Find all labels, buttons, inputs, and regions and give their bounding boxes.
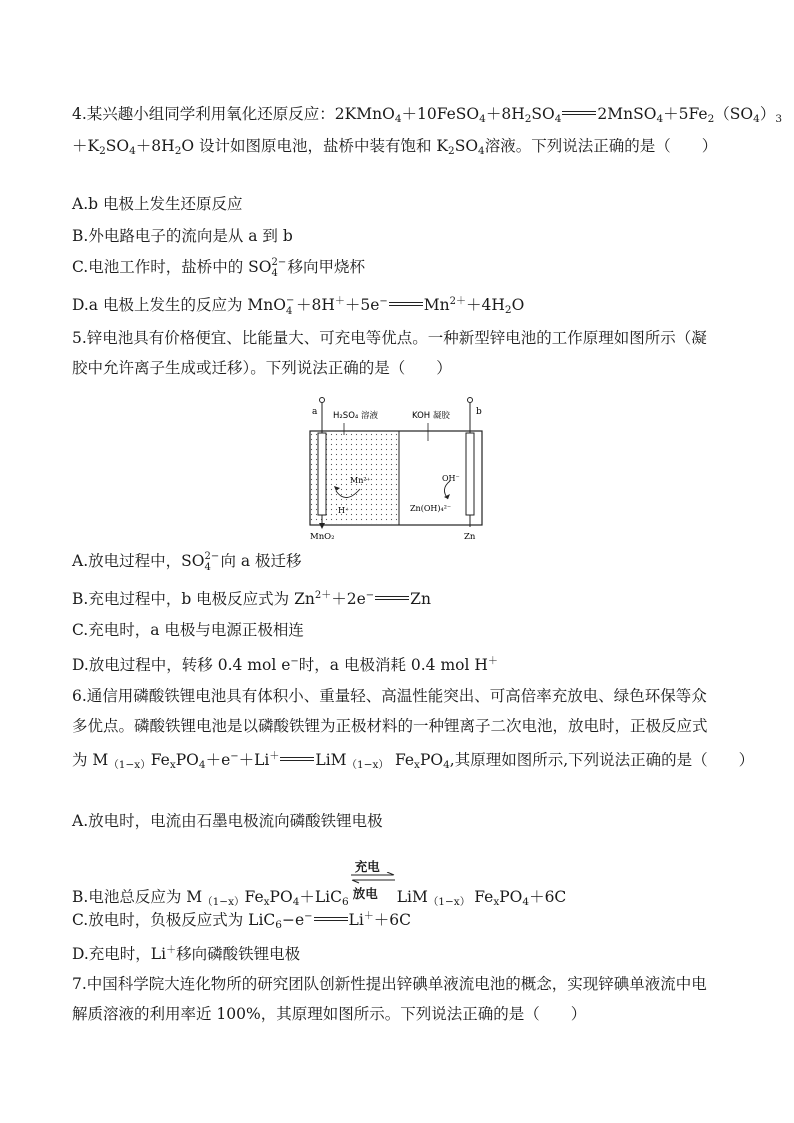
q4-option-c: C.电池工作时，盐桥中的 SO 2− 4 移向甲烧杯 bbox=[72, 257, 366, 279]
q6-stem-line3: 为 $M_{(1-x)}Fe_xPO_4+e^-+Li^+$ LiM$_{(1-x)}$ $Fe_xPO_4$,其原理如图所示,下列说法正确的是（ ） bbox=[72, 751, 755, 771]
q6-stem-line2: 多优点。磷酸铁锂电池是以磷酸铁锂为正极材料的一种锂离子二次电池，放电时，正极反应式 bbox=[72, 717, 708, 735]
reversible-arrow: 充电 放电 bbox=[349, 870, 397, 900]
label-koh: KOH 凝胶 bbox=[412, 411, 450, 421]
q4-stem-line2: $+K_2SO_4+8H_2O$ 设计如图原电池，盐桥中装有饱和 $K_2SO_4$溶液。下列说法正确的是（ ） bbox=[72, 137, 718, 157]
label-h2so4: H₂SO₄ 溶液 bbox=[333, 411, 378, 421]
label-b: b bbox=[476, 407, 482, 417]
label-oh: OH⁻ bbox=[442, 474, 460, 483]
q4-stem-line1: 4.某兴趣小组同学利用氧化还原反应：$2KMnO_4+10FeSO_4+8H_2SO_4$ $2MnSO_4+5Fe_2(SO_4)_3$ bbox=[72, 105, 783, 125]
label-h: H⁺ bbox=[338, 506, 350, 515]
equals-sign bbox=[314, 917, 348, 921]
q5-option-b: B.充电过程中，b 电极反应式为 $Zn^{2+}+2e^-$ Zn bbox=[72, 590, 431, 608]
q6-option-c: C.放电时，负极反应式为 LiC$_6$−e− Li＋＋6C bbox=[72, 911, 412, 931]
label-mn: Mn²⁺ bbox=[350, 476, 371, 485]
label-zn-oh: Zn(OH)₄²⁻ bbox=[410, 504, 452, 513]
label-mno2: MnO₂ bbox=[310, 532, 335, 541]
q6-option-a: A.放电时，电流由石墨电极流向磷酸铁锂电极 bbox=[72, 812, 383, 830]
q6-option-b: B.电池总反应为 $M_{(1-x)}Fe_xPO_4+LiC_6$ 充电 放电 LiM$_{(1-x)}$ $Fe_xPO_4+6C$ bbox=[72, 859, 567, 908]
q6-stem-line1: 6.通信用磷酸铁锂电池具有体积小、重量轻、高温性能突出、可高倍率充放电、绿色环保等众 bbox=[72, 687, 707, 705]
q5-option-a: A.放电过程中，SO 2− 4 向 a 极迁移 bbox=[72, 551, 302, 573]
q7-stem-line2: 解质溶液的利用率近 100%，其原理如图所示。下列说法正确的是（ ） bbox=[72, 1005, 587, 1023]
electrode-a bbox=[318, 433, 326, 515]
q5-stem-line1: 5.锌电池具有价格便宜、比能量大、可充电等优点。一种新型锌电池的工作原理如图所示（凝 bbox=[72, 329, 707, 347]
label-a: a bbox=[312, 407, 318, 417]
q5-option-d: D.放电过程中，转移 0.4 mol e−时，a 电极消耗 0.4 mol H＋ bbox=[72, 656, 498, 674]
q6-option-d: D.充电时，Li＋移向磷酸铁锂电极 bbox=[72, 945, 301, 963]
q4-option-a: A.b 电极上发生还原反应 bbox=[72, 195, 243, 213]
q7-stem-line1: 7.中国科学院大连化物所的研究团队创新性提出锌碘单液流电池的概念，实现锌碘单液流中电 bbox=[72, 975, 707, 993]
zinc-battery-diagram bbox=[300, 393, 490, 541]
q5-stem-line2: 胶中允许离子生成或迁移）。下列说法正确的是（ ） bbox=[72, 359, 452, 377]
electrode-b bbox=[466, 433, 474, 515]
label-zn: Zn bbox=[464, 532, 476, 541]
q4-option-b: B.外电路电子的流向是从 a 到 b bbox=[72, 227, 293, 245]
equals-sign bbox=[389, 302, 423, 306]
equals-sign bbox=[375, 596, 409, 600]
equals-sign bbox=[562, 111, 596, 115]
equals-sign bbox=[280, 757, 314, 761]
q5-option-c: C.充电时，a 电极与电源正极相连 bbox=[72, 621, 304, 639]
q4-option-d: D.a 电极上发生的反应为 MnO − 4 ＋8H＋＋5e− $Mn^{2+}+4H_2O$ bbox=[72, 295, 525, 317]
